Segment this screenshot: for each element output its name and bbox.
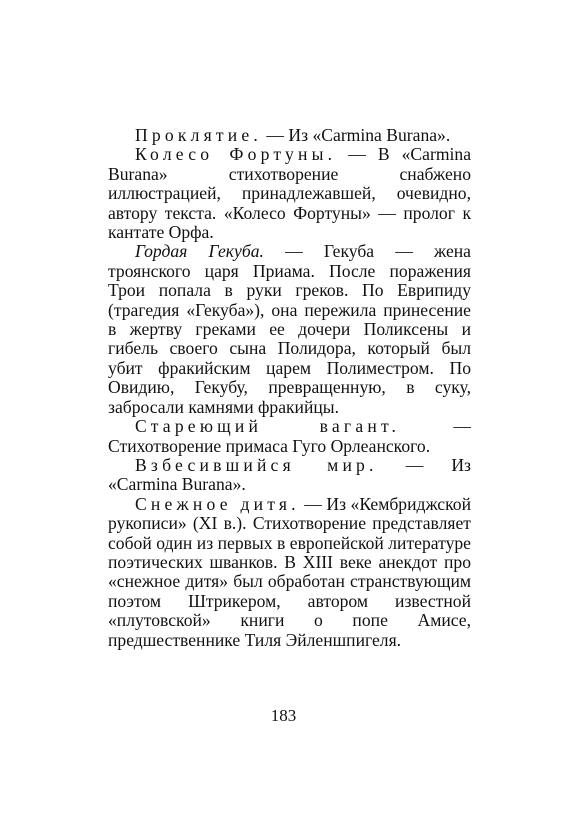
note-title: Взбесившийся мир. xyxy=(135,454,378,475)
note-entry-aging-vagant xyxy=(108,417,471,456)
note-text: — Из «Кембриджской рукописи» (XI в.). Стихотворение представляет собой один из первых в европейской литературе поэтических шванков. В XIII веке анекдот про «снежное дитя» был обработан странствующим поэтом Штрикером, автором известной «плутовской» книги о попе Амисе, предшественнике Тиля Эйленшпигеля. xyxy=(108,493,471,650)
page-number: 183 xyxy=(270,706,297,725)
note-entry-curse xyxy=(108,126,471,145)
note-text: — Из «Carmina Burana». xyxy=(262,125,451,145)
notes-column xyxy=(108,126,471,650)
note-entry-snow-child xyxy=(108,495,471,650)
note-text: — В «Carmina Burana» стихотворение снабжено иллюстрацией, принадлежавшей, очевидно, автору текста. «Колесо Фортуны» — пролог к кантате Орфа. xyxy=(108,144,472,243)
note-title: Гордая Гекуба. xyxy=(135,241,264,262)
note-entry-wheel-of-fortune xyxy=(108,145,471,242)
note-text: — Из «Carmina Burana». xyxy=(108,454,471,495)
note-entry-world-gone-mad xyxy=(108,456,471,495)
note-text: — Стихотворение примаса Гуго Орлеанского. xyxy=(108,416,471,456)
note-title: Проклятие. xyxy=(135,125,263,145)
note-title: Снежное дитя. xyxy=(135,493,300,514)
note-entry-proud-hecuba xyxy=(108,242,471,417)
note-text: — Гекуба — жена троянского царя Приама. После поражения Трои попала в руки греков. По Еврипиду (трагедия «Гекуба»), она пережила принесение в жертву греками ее дочери Поликсены и гибель своего сына Полидора, который был убит фракийским царем Полиместром. По Овидию, Гекубу, превращенную, в суку, забросали камнями фракийцы. xyxy=(108,241,471,417)
note-title: Колесо Фортуны. xyxy=(135,144,337,165)
note-title: Стареющий вагант. xyxy=(135,416,401,437)
